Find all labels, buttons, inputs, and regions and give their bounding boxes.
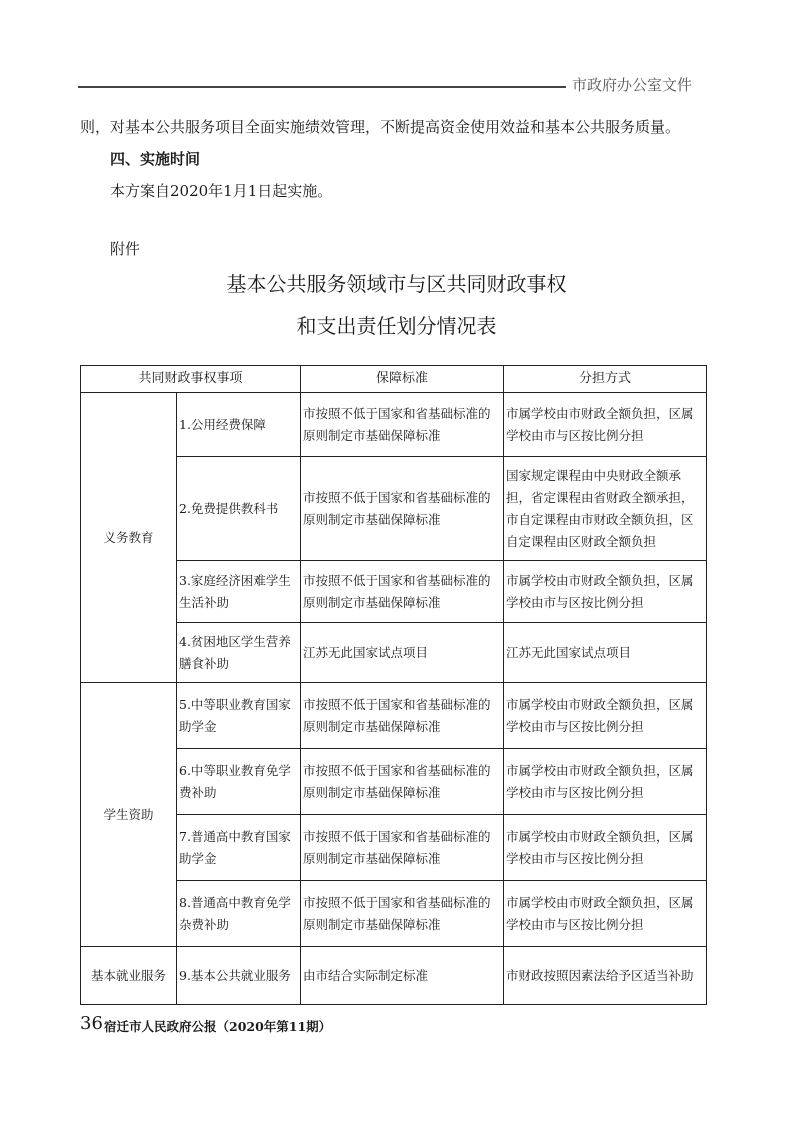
table-row [81,947,707,1005]
running-header: 市政府办公室文件 [572,76,693,94]
page-number: 36 [80,1013,103,1034]
standard-cell: 由市结合实际制定标准 [301,947,504,1005]
header-item: 共同财政事权事项 [81,366,301,393]
table-title-line-2: 和支出责任划分情况表 [296,314,497,338]
standard-cell: 市按照不低于国家和省基础标准的原则制定市基础保障标准 [301,683,504,749]
table-header-row [81,366,707,393]
item-cell: 6.中等职业教育免学费补助 [177,749,301,815]
table-row [81,393,707,457]
standard-cell: 市按照不低于国家和省基础标准的原则制定市基础保障标准 [301,457,504,561]
standard-cell: 市按照不低于国家和省基础标准的原则制定市基础保障标准 [301,815,504,881]
publication-title: 宿迁市人民政府公报（2020年第11期） [104,1019,332,1034]
sharing-cell: 市属学校由市财政全额负担，区属学校由市与区按比例分担 [504,881,707,947]
item-cell: 9.基本公共就业服务 [177,947,301,1005]
sharing-cell: 市属学校由市财政全额负担，区属学校由市与区按比例分担 [504,749,707,815]
header-standard: 保障标准 [301,366,504,393]
standard-cell: 市按照不低于国家和省基础标准的原则制定市基础保障标准 [301,393,504,457]
item-cell: 7.普通高中教育国家助学金 [177,815,301,881]
item-cell: 4.贫困地区学生营养膳食补助 [177,623,301,683]
item-cell: 5.中等职业教育国家助学金 [177,683,301,749]
sharing-cell: 市属学校由市财政全额负担，区属学校由市与区按比例分担 [504,393,707,457]
item-cell: 2.免费提供教科书 [177,457,301,561]
table-row [81,683,707,749]
sharing-cell: 市属学校由市财政全额负担，区属学校由市与区按比例分担 [504,815,707,881]
standard-cell: 江苏无此国家试点项目 [301,623,504,683]
category-employment: 基本就业服务 [81,947,177,1005]
sharing-cell: 江苏无此国家试点项目 [504,623,707,683]
item-cell: 3.家庭经济困难学生生活补助 [177,561,301,623]
table-title-line-1: 基本公共服务领域市与区共同财政事权 [226,272,567,296]
category-compulsory-education: 义务教育 [81,393,177,683]
section-text: 本方案自2020年1月1日起实施。 [110,182,333,200]
sharing-cell: 市属学校由市财政全额负担，区属学校由市与区按比例分担 [504,561,707,623]
category-student-aid: 学生资助 [81,683,177,947]
sharing-cell: 市属学校由市财政全额负担，区属学校由市与区按比例分担 [504,683,707,749]
section-heading: 四、实施时间 [110,150,201,168]
header-sharing: 分担方式 [504,366,707,393]
item-cell: 1.公用经费保障 [177,393,301,457]
attachment-label: 附件 [110,240,141,258]
sharing-cell: 国家规定课程由中央财政全额承担，省定课程由省财政全额承担，市自定课程由市财政全额负担，区自定课程由区财政全额负担 [504,457,707,561]
item-cell: 8.普通高中教育免学杂费补助 [177,881,301,947]
sharing-cell: 市财政按照因素法给予区适当补助 [504,947,707,1005]
standard-cell: 市按照不低于国家和省基础标准的原则制定市基础保障标准 [301,881,504,947]
responsibility-table [80,365,707,1005]
header-rule [78,86,566,88]
standard-cell: 市按照不低于国家和省基础标准的原则制定市基础保障标准 [301,561,504,623]
continuation-paragraph: 则，对基本公共服务项目全面实施绩效管理，不断提高资金使用效益和基本公共服务质量。 [80,118,681,136]
standard-cell: 市按照不低于国家和省基础标准的原则制定市基础保障标准 [301,749,504,815]
